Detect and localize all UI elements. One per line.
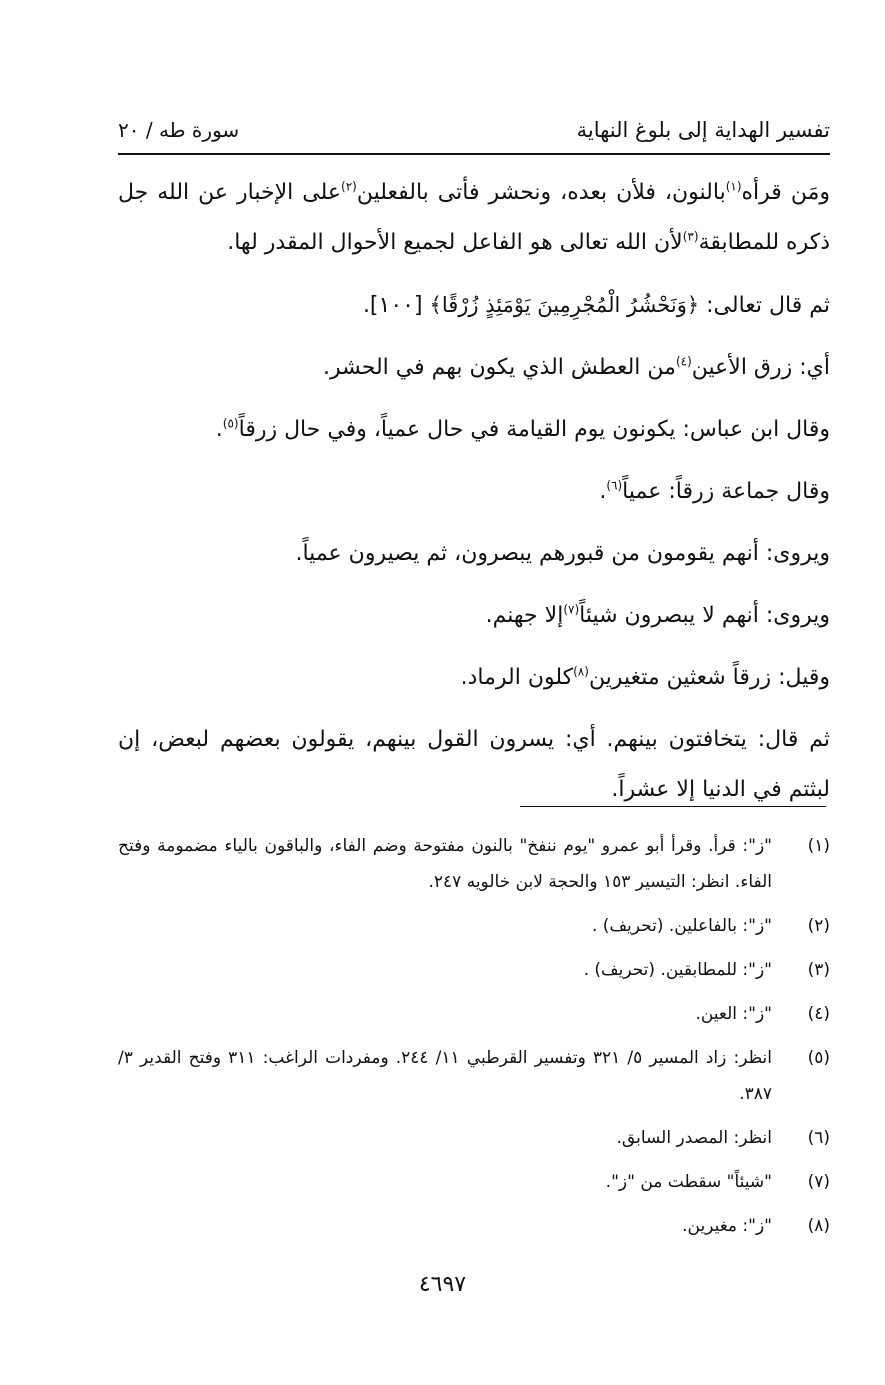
text: أي: زرق الأعين bbox=[691, 355, 830, 380]
text: وقال جماعة زرقاً: عمياً bbox=[622, 479, 830, 504]
footnote-ref-1[interactable]: (١) bbox=[725, 179, 742, 194]
footnote-2 bbox=[118, 908, 830, 944]
footnote-text: "ز": بالفاعلين. (تحريف) . bbox=[592, 916, 772, 936]
text: ثم قال تعالى: bbox=[699, 293, 830, 318]
footnote-8 bbox=[118, 1208, 830, 1244]
text: وقال ابن عباس: يكونون يوم القيامة في حال عمياً، وفي حال زرقاً bbox=[238, 417, 830, 442]
text: . bbox=[599, 479, 607, 504]
footnotes bbox=[118, 828, 830, 1252]
footnote-ref-3[interactable]: (٣) bbox=[682, 229, 699, 244]
paragraph-9 bbox=[118, 715, 830, 815]
text: ومَن قرأه bbox=[741, 180, 830, 205]
verse-number: [١٠٠]. bbox=[362, 293, 430, 318]
footnote-ref-6[interactable]: (٦) bbox=[606, 478, 623, 493]
text: على الإخبار عن الله جل ذكره للمطابقة bbox=[118, 180, 830, 255]
footnote-ref-8[interactable]: (٨) bbox=[573, 664, 589, 679]
paragraph-7 bbox=[118, 591, 830, 641]
page-number: ٤٦٩٧ bbox=[418, 1272, 467, 1297]
text: لأن الله تعالى هو الفاعل لجميع الأحوال المقدر لها. bbox=[227, 230, 683, 255]
paragraph-5 bbox=[118, 467, 830, 517]
text: ويروى: أنهم لا يبصرون شيئاً bbox=[579, 603, 830, 628]
page-header bbox=[118, 112, 830, 152]
text: من العطش الذي يكون بهم في الحشر. bbox=[323, 355, 676, 380]
footnote-3 bbox=[118, 952, 830, 988]
footnote-divider bbox=[520, 806, 826, 807]
footnote-ref-2[interactable]: (٢) bbox=[341, 179, 357, 194]
text: كلون الرماد. bbox=[460, 665, 574, 690]
footnote-number: (٥) bbox=[807, 1048, 830, 1068]
footnote-number: (٤) bbox=[807, 1004, 830, 1024]
running-title: تفسير الهداية إلى بلوغ النهاية bbox=[576, 118, 830, 142]
footnote-number: (٢) bbox=[807, 916, 830, 936]
footnote-4 bbox=[118, 996, 830, 1032]
footnote-5 bbox=[118, 1040, 830, 1112]
footnote-number: (١) bbox=[807, 836, 830, 856]
text: ويروى: أنهم يقومون من قبورهم يبصرون، ثم يصيرون عمياً. bbox=[295, 541, 830, 566]
footnote-number: (٨) bbox=[807, 1216, 830, 1236]
footnote-text: "ز": قرأ. وقرأ أبو عمرو "يوم ننفخ" بالنون مفتوحة وضم الفاء، والباقون بالياء مضمومة وفتح الفاء. انظر: التيسير ١٥٣ والحجة لابن خالويه ٢٤٧. bbox=[118, 836, 772, 892]
paragraph-8 bbox=[118, 653, 830, 703]
text: ثم قال: يتخافتون بينهم. أي: يسرون القول بينهم، يقولون بعضهم لبعض، إن لبثتم في الدنيا إلا عشراً. bbox=[118, 727, 830, 802]
header-divider bbox=[118, 153, 830, 155]
surah-reference: سورة طه / ٢٠ bbox=[118, 118, 240, 142]
footnote-number: (٧) bbox=[807, 1172, 830, 1192]
footnote-text: "ز": مغيرين. bbox=[682, 1216, 772, 1236]
footnote-number: (٣) bbox=[807, 960, 830, 980]
paragraph-2 bbox=[118, 280, 830, 331]
text: بالنون، فلأن بعده، ونحشر فأتى بالفعلين bbox=[356, 180, 726, 205]
quran-verse: ﴿وَنَحْشُرُ الْمُجْرِمِينَ يَوْمَئِذٍ زُرْقًا﴾ bbox=[429, 293, 700, 317]
footnote-ref-4[interactable]: (٤) bbox=[675, 354, 692, 369]
text: إلا جهنم. bbox=[485, 603, 564, 628]
footnote-text: "ز": العين. bbox=[695, 1004, 772, 1024]
footnote-6 bbox=[118, 1120, 830, 1156]
paragraph-1 bbox=[118, 168, 830, 268]
paragraph-6 bbox=[118, 529, 830, 579]
footnote-text: "ز": للمطابقين. (تحريف) . bbox=[583, 960, 772, 980]
main-text bbox=[118, 168, 830, 827]
footnote-text: "شيئاً" سقطت من "ز". bbox=[605, 1172, 772, 1192]
footnote-text: انظر: المصدر السابق. bbox=[616, 1128, 772, 1148]
footnote-ref-5[interactable]: (٥) bbox=[222, 416, 239, 431]
footnote-number: (٦) bbox=[807, 1128, 830, 1148]
footnote-ref-7[interactable]: (٧) bbox=[563, 602, 580, 617]
paragraph-3 bbox=[118, 343, 830, 393]
footnote-text: انظر: زاد المسير ٥/ ٣٢١ وتفسير القرطبي ١١/ ٢٤٤. ومفردات الراغب: ٣١١ وفتح القدير ٣/ ٣٨٧. bbox=[118, 1048, 772, 1104]
footnote-7 bbox=[118, 1164, 830, 1200]
text: . bbox=[215, 417, 223, 442]
text: وقيل: زرقاً شعثين متغيرين bbox=[588, 665, 830, 690]
paragraph-4 bbox=[118, 405, 830, 455]
footnote-1 bbox=[118, 828, 830, 900]
